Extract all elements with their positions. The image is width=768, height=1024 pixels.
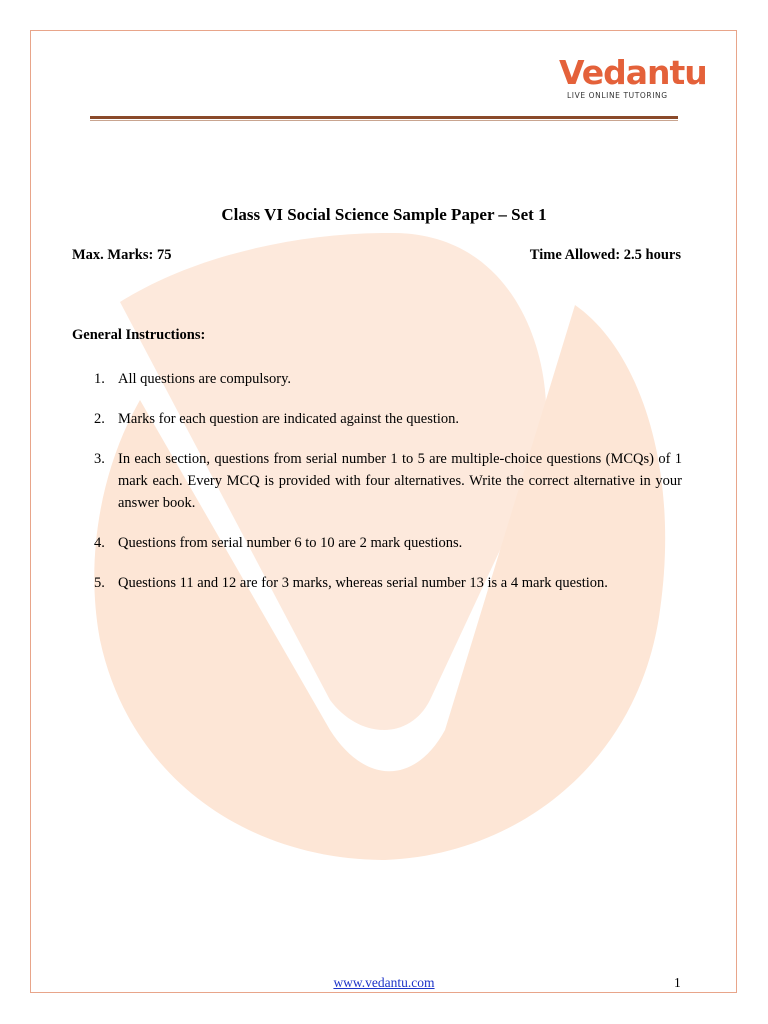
instruction-text: All questions are compulsory. (118, 371, 292, 387)
instructions-heading: General Instructions: (72, 327, 206, 343)
instruction-number: 3. (94, 451, 105, 467)
header-rule-thin (90, 120, 678, 121)
vedantu-website-link[interactable]: www.vedantu.com (333, 975, 435, 990)
paper-title: Class VI Social Science Sample Paper – Set 1 (221, 205, 547, 224)
instruction-item (72, 448, 682, 514)
instruction-text: Questions 11 and 12 are for 3 marks, whereas serial number 13 is a 4 mark question. (118, 575, 608, 591)
instruction-text: Marks for each question are indicated against the question. (118, 411, 460, 427)
logo-tagline: LIVE ONLINE TUTORING (567, 91, 668, 100)
instruction-item (72, 368, 682, 390)
instruction-number: 2. (94, 411, 105, 427)
instruction-item (72, 532, 682, 554)
vedantu-logo (555, 53, 707, 103)
instruction-number: 1. (94, 371, 105, 387)
instruction-number: 5. (94, 575, 105, 591)
instructions-list (72, 368, 682, 612)
logo-wordmark: Vedantu (559, 53, 707, 92)
instruction-item (72, 408, 682, 430)
instruction-number: 4. (94, 535, 105, 551)
header-rule (90, 116, 678, 119)
instruction-text: In each section, questions from serial number 1 to 5 are multiple-choice questions (MCQs) of 1 mark each. Every MCQ is provided with four alternatives. Write the correct alternative in your answer book. (118, 451, 682, 511)
page-number: 1 (674, 975, 681, 990)
max-marks: Max. Marks: 75 (72, 247, 172, 263)
time-allowed: Time Allowed: 2.5 hours (529, 247, 681, 263)
instruction-item (72, 572, 682, 594)
instruction-text: Questions from serial number 6 to 10 are 2 mark questions. (118, 535, 463, 551)
